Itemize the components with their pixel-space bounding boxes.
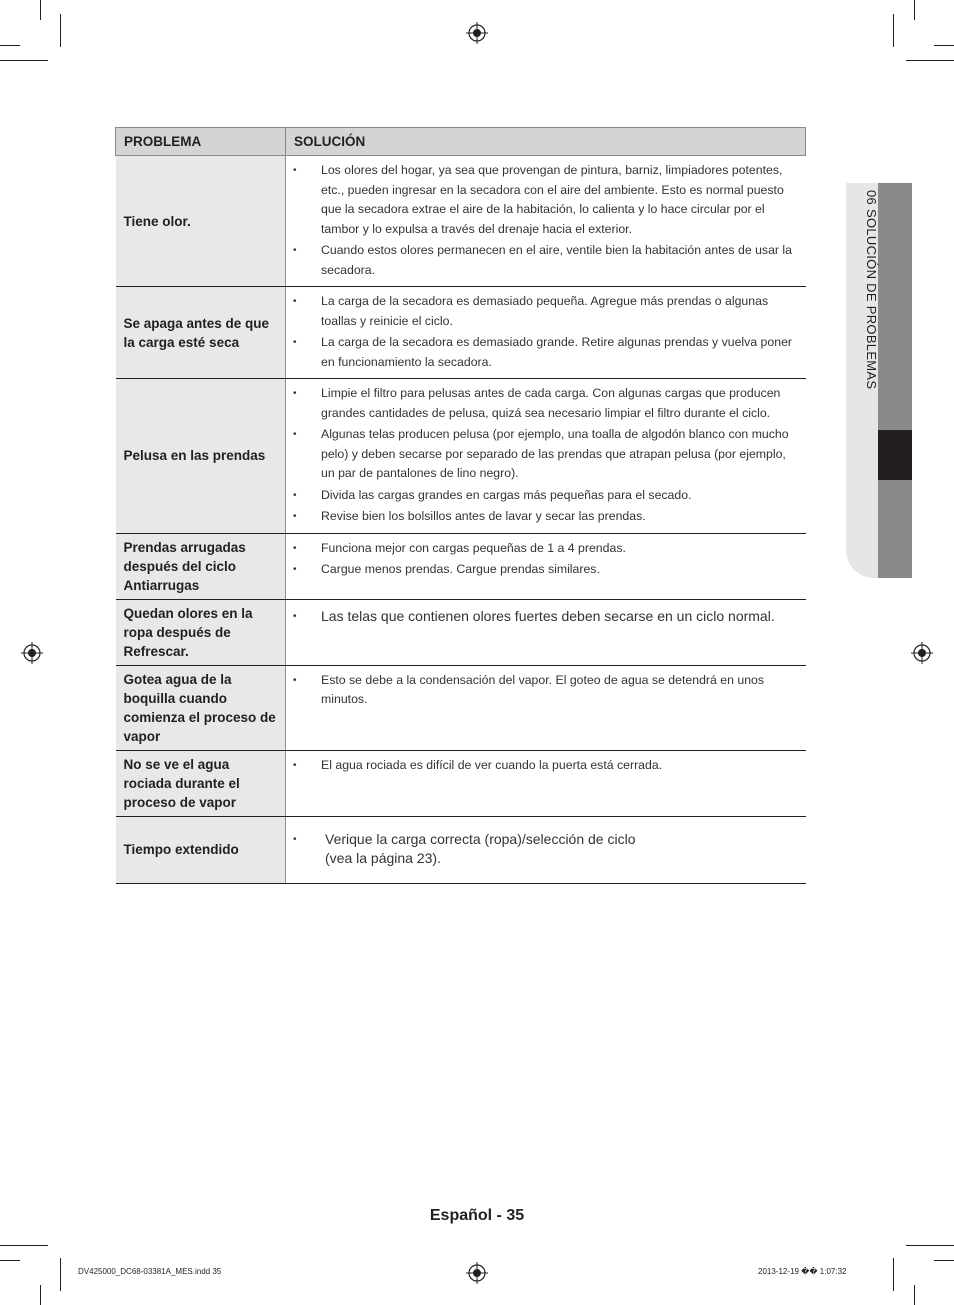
problem-cell: Tiene olor.	[116, 156, 286, 287]
solution-cell	[286, 665, 806, 750]
registration-mark-icon	[466, 1262, 488, 1284]
solution-item: • La carga de la secadora es demasiado pequeña. Agregue más prendas o algunas toallas y reinicie el ciclo.	[292, 292, 798, 331]
crop-mark	[0, 60, 48, 61]
solution-item: • La carga de la secadora es demasiado grande. Retire algunas prendas y vuelva poner en funcionamiento la secadora.	[292, 333, 798, 372]
solution-item: • Esto se debe a la condensación del vapor. El goteo de agua se detendrá en unos minutos.	[292, 671, 798, 710]
solution-cell	[286, 379, 806, 534]
table-row	[116, 379, 806, 534]
solution-cell	[286, 533, 806, 599]
problem-cell: Se apaga antes de que la carga esté seca	[116, 287, 286, 379]
crop-mark	[934, 1260, 954, 1261]
side-tab-marker	[878, 430, 912, 480]
solution-item: • Limpie el filtro para pelusas antes de cada carga. Con algunas cargas que producen grandes cantidades de pelusa, quizá sea necesario limpiar el filtro durante el ciclo.	[292, 384, 798, 423]
solution-cell	[286, 599, 806, 665]
crop-mark	[914, 0, 915, 20]
problem-cell: Gotea agua de la boquilla cuando comienza el proceso de vapor	[116, 665, 286, 750]
side-tab-strip	[878, 183, 912, 578]
solution-item: • Cuando estos olores permanecen en el aire, ventile bien la habitación antes de usar la secadora.	[292, 241, 798, 280]
solution-cell	[286, 287, 806, 379]
solution-item: • Divida las cargas grandes en cargas más pequeñas para el secado.	[292, 486, 798, 506]
solution-cell	[286, 816, 806, 883]
solution-item: • Funciona mejor con cargas pequeñas de 1 a 4 prendas.	[292, 539, 798, 559]
solution-cell	[286, 750, 806, 816]
footer-filename: DV425000_DC68-03381A_MES.indd 35	[78, 1267, 222, 1276]
troubleshooting-table	[115, 127, 806, 884]
solution-item: • El agua rociada es difícil de ver cuando la puerta está cerrada.	[292, 756, 798, 776]
problem-cell: Quedan olores en la ropa después de Refrescar.	[116, 599, 286, 665]
crop-mark	[934, 45, 954, 46]
table-row	[116, 599, 806, 665]
chapter-label: 06 SOLUCIÓN DE PROBLEMAS	[864, 190, 879, 390]
header-solution: SOLUCIÓN	[286, 128, 806, 156]
problem-cell: Pelusa en las prendas	[116, 379, 286, 534]
solution-item: • Las telas que contienen olores fuertes deben secarse en un ciclo normal.	[292, 607, 798, 627]
solution-item: • Los olores del hogar, ya sea que provengan de pintura, barniz, limpiadores potentes, etc., pueden ingresar en la secadora con el aire del ambiente. Esto es normal puesto que la secadora extrae el aire de la habitación, lo calienta y lo hace circular por el tambor y lo expulsa a través del drenaje hacia el exterior.	[292, 161, 798, 239]
table-row	[116, 816, 806, 883]
crop-mark	[0, 45, 20, 46]
table-row	[116, 287, 806, 379]
crop-mark	[906, 60, 954, 61]
solution-cell	[286, 156, 806, 287]
footer-timestamp: 2013-12-19 �� 1:07:32	[758, 1267, 847, 1276]
solution-item: • Cargue menos prendas. Cargue prendas similares.	[292, 560, 798, 580]
crop-mark	[893, 14, 894, 47]
solution-item: • Algunas telas producen pelusa (por ejemplo, una toalla de algodón blanco con mucho pelo) y deben secarse por separado de las prendas que atrapan pelusa (por ejemplo, un par de pantalones de lino negro).	[292, 425, 798, 484]
problem-cell: Prendas arrugadas después del ciclo Antiarrugas	[116, 533, 286, 599]
crop-mark	[914, 1285, 915, 1305]
registration-mark-icon	[466, 22, 488, 44]
page-number: Español - 35	[429, 1207, 525, 1224]
registration-mark-icon	[21, 642, 43, 664]
table-row	[116, 156, 806, 287]
registration-mark-icon	[911, 642, 933, 664]
crop-mark	[60, 14, 61, 47]
solution-item: • Revise bien los bolsillos antes de lavar y secar las prendas.	[292, 507, 798, 527]
table-row	[116, 750, 806, 816]
header-problem: PROBLEMA	[116, 128, 286, 156]
table-row	[116, 533, 806, 599]
table-row	[116, 665, 806, 750]
table-header-row	[116, 128, 806, 156]
problem-cell: No se ve el agua rociada durante el proceso de vapor	[116, 750, 286, 816]
crop-mark	[906, 1245, 954, 1246]
crop-mark	[0, 1245, 48, 1246]
crop-mark	[893, 1258, 894, 1291]
problem-cell: Tiempo extendido	[116, 816, 286, 883]
crop-mark	[60, 1258, 61, 1291]
crop-mark	[40, 1285, 41, 1305]
crop-mark	[0, 1260, 20, 1261]
crop-mark	[40, 0, 41, 20]
solution-item: • Verique la carga correcta (ropa)/selección de ciclo (vea la página 23).	[292, 830, 666, 869]
